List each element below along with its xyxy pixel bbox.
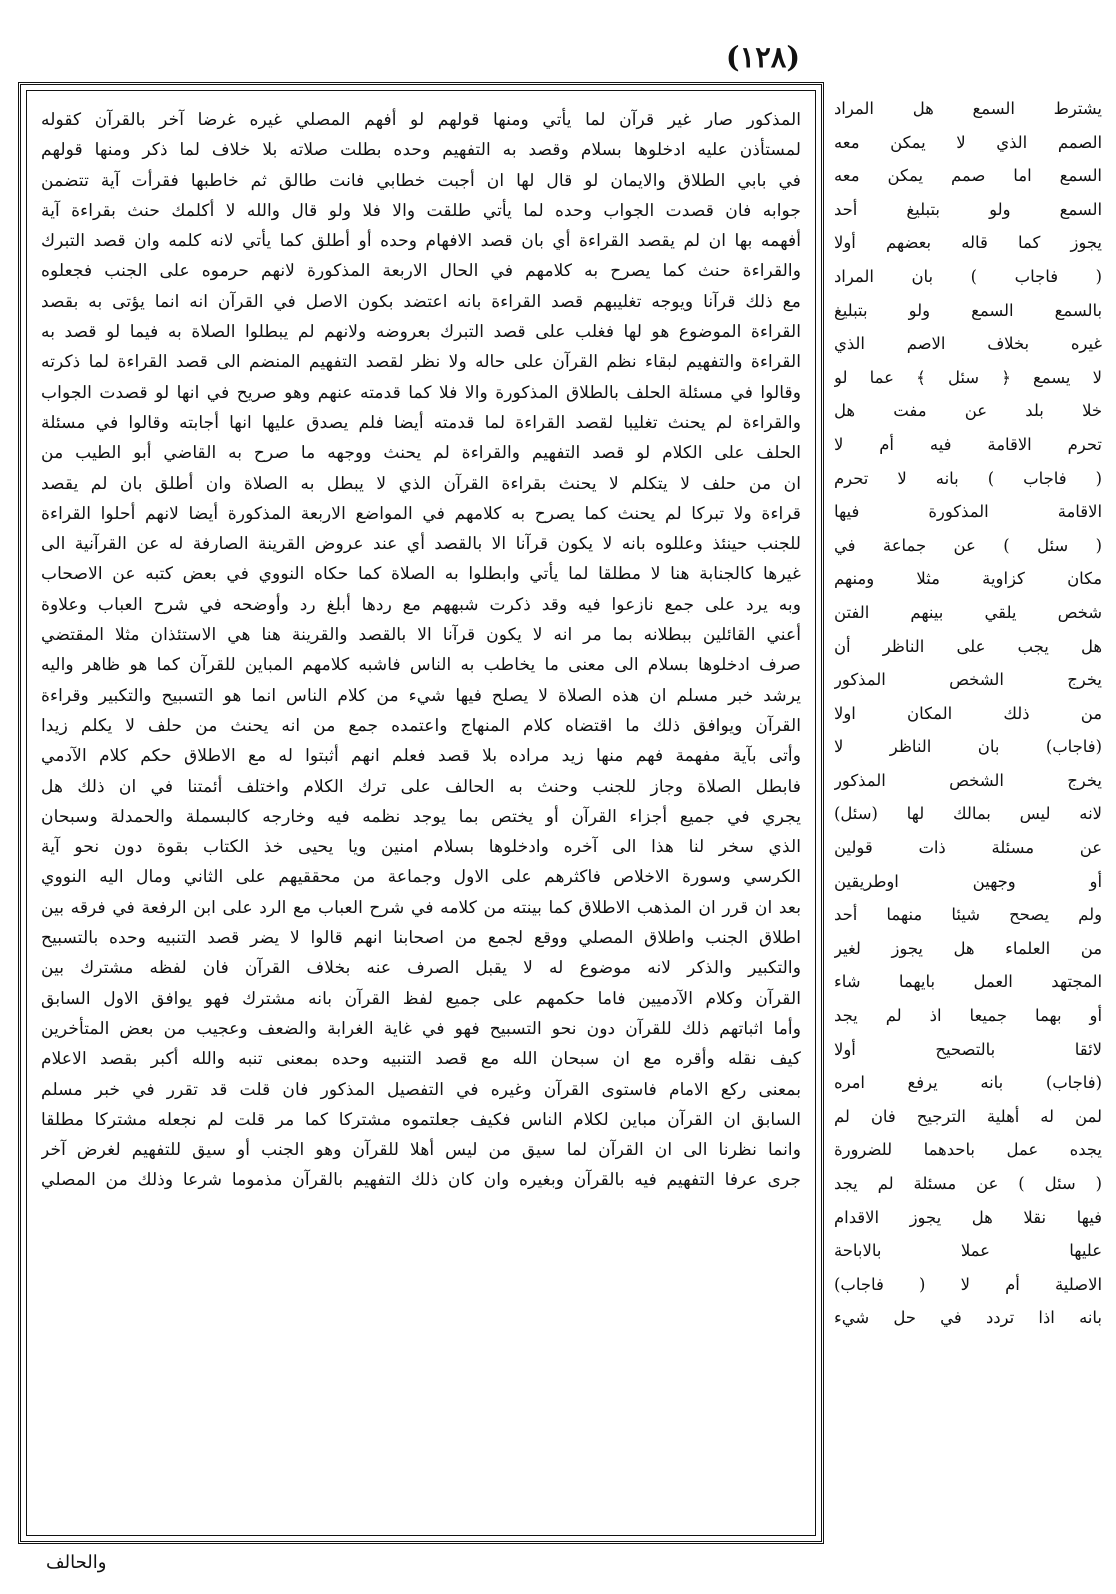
main-text-line: بمعنى ركع الامام فاستوى القرآن وغيره في التفصيل المذكور فان قلت قد تقرر في خبر مسلم (41, 1079, 801, 1100)
margin-text-line: الاقامة المذكورة فيها (834, 502, 1102, 522)
main-text-line: أعني القائلين ببطلانه بما مر انه لا يكون قرآنا الا بالقصد والقرينة هنا هي الاستئذان مثلا المقتضي (41, 625, 801, 646)
margin-text-line: ( فاجاب ) بانه لا تحرم (834, 468, 1102, 488)
main-text-line: أفهمه بها ان لم يقصد القراءة أي بان قصد الافهام وحده أو أطلق كما يأتي لانه كلمه وان قصد التبرك (41, 231, 801, 252)
main-text-line: القراءة الموضوع هو لها فغلب على قصد التبرك بعروضه ولانهم لم يبطلوا الصلاة به فيما لو قصد به (41, 322, 801, 343)
page-number: (١٢٨) (725, 40, 801, 74)
main-text-line: صرف ادخلوها بسلام الى معنى ما يخاطب به الناس فاشبه كلامهم المباين للقرآن كما هو ظاهر واليه (41, 655, 801, 676)
main-text-line: والقراءة حنث كما يصرح به كلامهم في الحال الاربعة المذكورة لانهم حرموه على الجنب فجعلوه (41, 261, 801, 282)
margin-text-line: غيره بخلاف الاصم الذي (834, 334, 1102, 354)
margin-text-line: الصمم الذي لا يمكن معه (834, 132, 1102, 152)
margin-text-line: يخرج الشخص المذكور (834, 670, 1102, 690)
margin-text-line: تحرم الاقامة فيه أم لا (834, 434, 1102, 454)
main-text-line: يرشد خبر مسلم ان هذه الصلاة لا يصلح فيها شيء من كلام الناس انما هو التسبيح والتكبير وقراءة (41, 685, 801, 706)
main-text-line: الكرسي وسورة الاخلاص فاكثرهم على الاول وجماعة من محققيهم على الثاني ومال اليه النووي (41, 867, 801, 888)
main-text-line: لمستأذن عليه ادخلوها بسلام وقصد به التفهيم وحده بطلت صلاته بلا خلاف لما ذكر ومنها قولهم (41, 140, 801, 161)
main-text-line: المذكور صار غير قرآن لما يأتي ومنها قولهم لو أفهم المصلي غيره غرضا آخر بالقرآن كقوله (41, 110, 801, 130)
margin-text-line: أو وجهين اوطريقين (834, 871, 1102, 891)
main-text-line: الحلف على الكلام لو قصد التفهيم والقراءة لم يحنث ووجهه ما صرح به القاضي أبو الطيب من (41, 443, 801, 464)
main-text-line: قراءة ولا تبركا لم يحنث كما يصرح به كلامهم في المواضع الاربعة المذكورة أيضا لانهم أحلوا القراءة (41, 503, 801, 524)
margin-text-line: ( سئل ) عن مسئلة لم يجد (834, 1174, 1102, 1193)
main-text-frame (18, 82, 824, 1544)
margin-text-line: عليها عملا بالاباحة (834, 1241, 1102, 1261)
margin-text-line: الاصلية أم لا ( فاجاب) (834, 1274, 1102, 1294)
margin-text-line: لمن له أهلية الترجيح فان لم (834, 1106, 1102, 1126)
main-text-line: السابق ان القرآن مباين لكلام الناس فكيف جعلتموه مشتركا كما مر قلت لم نجعله مشتركا مطلقا (41, 1109, 801, 1130)
margin-text-line: لائقا بالتصحيح أولا (834, 1039, 1102, 1059)
margin-text-line: ( فاجاب ) بان المراد (834, 266, 1102, 286)
margin-text-line: المجتهد العمل بايهما شاء (834, 972, 1102, 992)
margin-text-line: أو بهما جميعا اذ لم يجد (834, 1006, 1102, 1026)
margin-text-line: ولم يصحح شيئا منهما أحد (834, 905, 1102, 925)
main-text-body (26, 90, 816, 1536)
margin-text-line: من ذلك المكان اولا (834, 703, 1102, 723)
margin-text-line: لانه ليس بمالك لها (سئل) (834, 804, 1102, 824)
main-text-line: غيرها كالجنابة هنا لا مطلقا لما يأتي وابطلوا به الصلاة كما حكاه النووي في بعض كتبه عن الاصحاب (41, 564, 801, 585)
margin-text-line: شخص يلقي بينهم الفتن (834, 602, 1102, 622)
margin-text-line: بالسمع السمع ولو بتبليغ (834, 300, 1102, 320)
main-text-line: وأتى بآية مفهمة فهم منها زيد مراده بلا قصد فعلم انهم أثبتوا له مع الاطلاق حكم كلام الآدمي (41, 746, 801, 767)
margin-text-line: يجوز كما قاله بعضهم أولا (834, 233, 1102, 253)
main-text-line: ان من حلف لا يتكلم لا يحنث بقراءة القرآن الذي لا يبطل به الصلاة وان أطلق بان لم يقصد (41, 473, 801, 494)
main-text-line: بعد ان قرر ان المذهب الاطلاق كما بينته من كلامه في شرح العباب مع الرد على ابن الرفعة في فرقه بين (41, 897, 801, 918)
margin-text-line: مكان كزاوية مثلا ومنهم (834, 569, 1102, 589)
main-text-line: وقالوا في مسئلة الحلف بالطلاق المذكورة والا فلا كما قدمته عنهم وهو صريح في انها لو قصدت الجواب (41, 382, 801, 403)
margin-text-line: خلا بلد عن مفت هل (834, 401, 1102, 421)
main-text-line: فابطل الصلاة وجاز للجنب وحنث به الحالف على ترك الكلام واختلف أئمتنا في ان ذلك هل (41, 776, 801, 797)
catchword: والحالف (46, 1552, 107, 1573)
margin-text-line: ( سئل ) عن جماعة في (834, 535, 1102, 555)
main-text-line: جوابه فان قصدت الجواب وحده لما يأتي طلقت والا فلا ولو قال والله لا أكلمك حنث بقراءة آية (41, 200, 801, 221)
margin-commentary (834, 92, 1102, 1542)
main-text-line: والتكبير والذكر لانه موضوع له لا يقبل الصرف عنه بخلاف القرآن فان لفظه مشترك بين (41, 958, 801, 979)
main-text-line: القرآن ويوافق ذلك ما اقتضاه كلام المنهاج واعتمده جمع من انه يحنث من حلف لا يكلم زيدا (41, 715, 801, 736)
margin-text-line: بانه اذا تردد في حل شيء (834, 1308, 1102, 1328)
main-text-line: جرى عرفا التفهيم فيه بالقرآن وبغيره وان كان ذلك التفهيم بالقرآن مذموما شرعا وذلك من المصلي (41, 1170, 801, 1191)
margin-text-line: يجده عمل باحدهما للضرورة (834, 1140, 1102, 1160)
margin-text-line: يخرج الشخص المذكور (834, 770, 1102, 790)
margin-text-line: هل يجب على الناظر أن (834, 636, 1102, 656)
main-text-line: القرآن وكلام الآدميين فاما حكمهم على جميع لفظ القرآن بانه مشترك فهو يوافق الاول السابق (41, 988, 801, 1009)
margin-text-line: فيها نقلا هل يجوز الاقدام (834, 1207, 1102, 1227)
margin-text-line: عن مسئلة ذات قولين (834, 838, 1102, 858)
margin-text-line: يشترط السمع هل المراد (834, 99, 1102, 118)
main-text-line: للجنب حينئذ وعللوه بانه لا يكون قرآنا الا بالقصد أي عند عروض القرينة الصارفة له عن القرآنية الى (41, 534, 801, 555)
main-text-line: وأما اثباتهم ذلك للقرآن دون نحو التسبيح فهو في غاية الغرابة والضعف وعجيب من بعض المتأخرين (41, 1018, 801, 1039)
margin-text-line: (فاجاب) بانه يرفع امره (834, 1073, 1102, 1093)
margin-text-line: من العلماء هل يجوز لغير (834, 938, 1102, 958)
main-text-line: في بابي الطلاق والايمان لو قال لها ان أجبت خطابي فانت طالق ثم خاطبها فقرأت آية تتضمن (41, 170, 801, 191)
margin-text-line: (فاجاب) بان الناظر لا (834, 737, 1102, 757)
main-text-line: وبه يرد على جمع نازعوا فيه وقد ذكرت شبههم مع ردها أبلغ رد وأوضحه في شرح العباب وعلاوة (41, 594, 801, 615)
main-text-line: كيف نقله وأقره مع ان سبحان الله مع قصد التنبيه وحده بمعنى تنبه والله أكبر بقصد الاعلام (41, 1049, 801, 1070)
margin-text-line: السمع ولو بتبليغ أحد (834, 199, 1102, 219)
main-text-line: القراءة والتفهيم لبقاء نظم القرآن على حاله ولا نظر لقصد التفهيم المنضم الى قصد القراءة لما ذكرته (41, 352, 801, 373)
main-text-line: والقراءة لم يحنث تغليبا لقصد القراءة لما قدمته أيضا فلم يصدق عليها انها أجابته وقالوا في مسئلة (41, 412, 801, 433)
main-text-line: وانما نظرنا الى ان القرآن لما سيق من ليس أهلا للقرآن وهو الجنب أو سيق للتفهيم لغرض آخر (41, 1140, 801, 1161)
main-text-line: مع ذلك قرآنا ويوجه تغليبهم قصد القراءة بانه اعتضد بكون الاصل في القرآن انه انما يؤتى به بقصد (41, 291, 801, 312)
main-text-line: الذي سخر لنا هذا الى آخره وادخلوها بسلام امنين ويا يحيى خذ الكتاب بقوة دون نحو آية (41, 837, 801, 858)
main-text-line: يجري في جميع أجزاء القرآن أو يختص بما يوجد نظمه فيه وخارجه كالبسملة والحمدلة وسبحان (41, 806, 801, 827)
margin-text-line: لا يسمع ﴿ سئل ﴾ عما لو (834, 367, 1102, 387)
margin-text-line: السمع اما صمم يمكن معه (834, 166, 1102, 186)
main-text-line: اطلاق الجنب واطلاق المصلي ووقع لجمع من اصحابنا انهم قالوا لا يضر قصد التنبيه وحده بالتسبيح (41, 928, 801, 949)
